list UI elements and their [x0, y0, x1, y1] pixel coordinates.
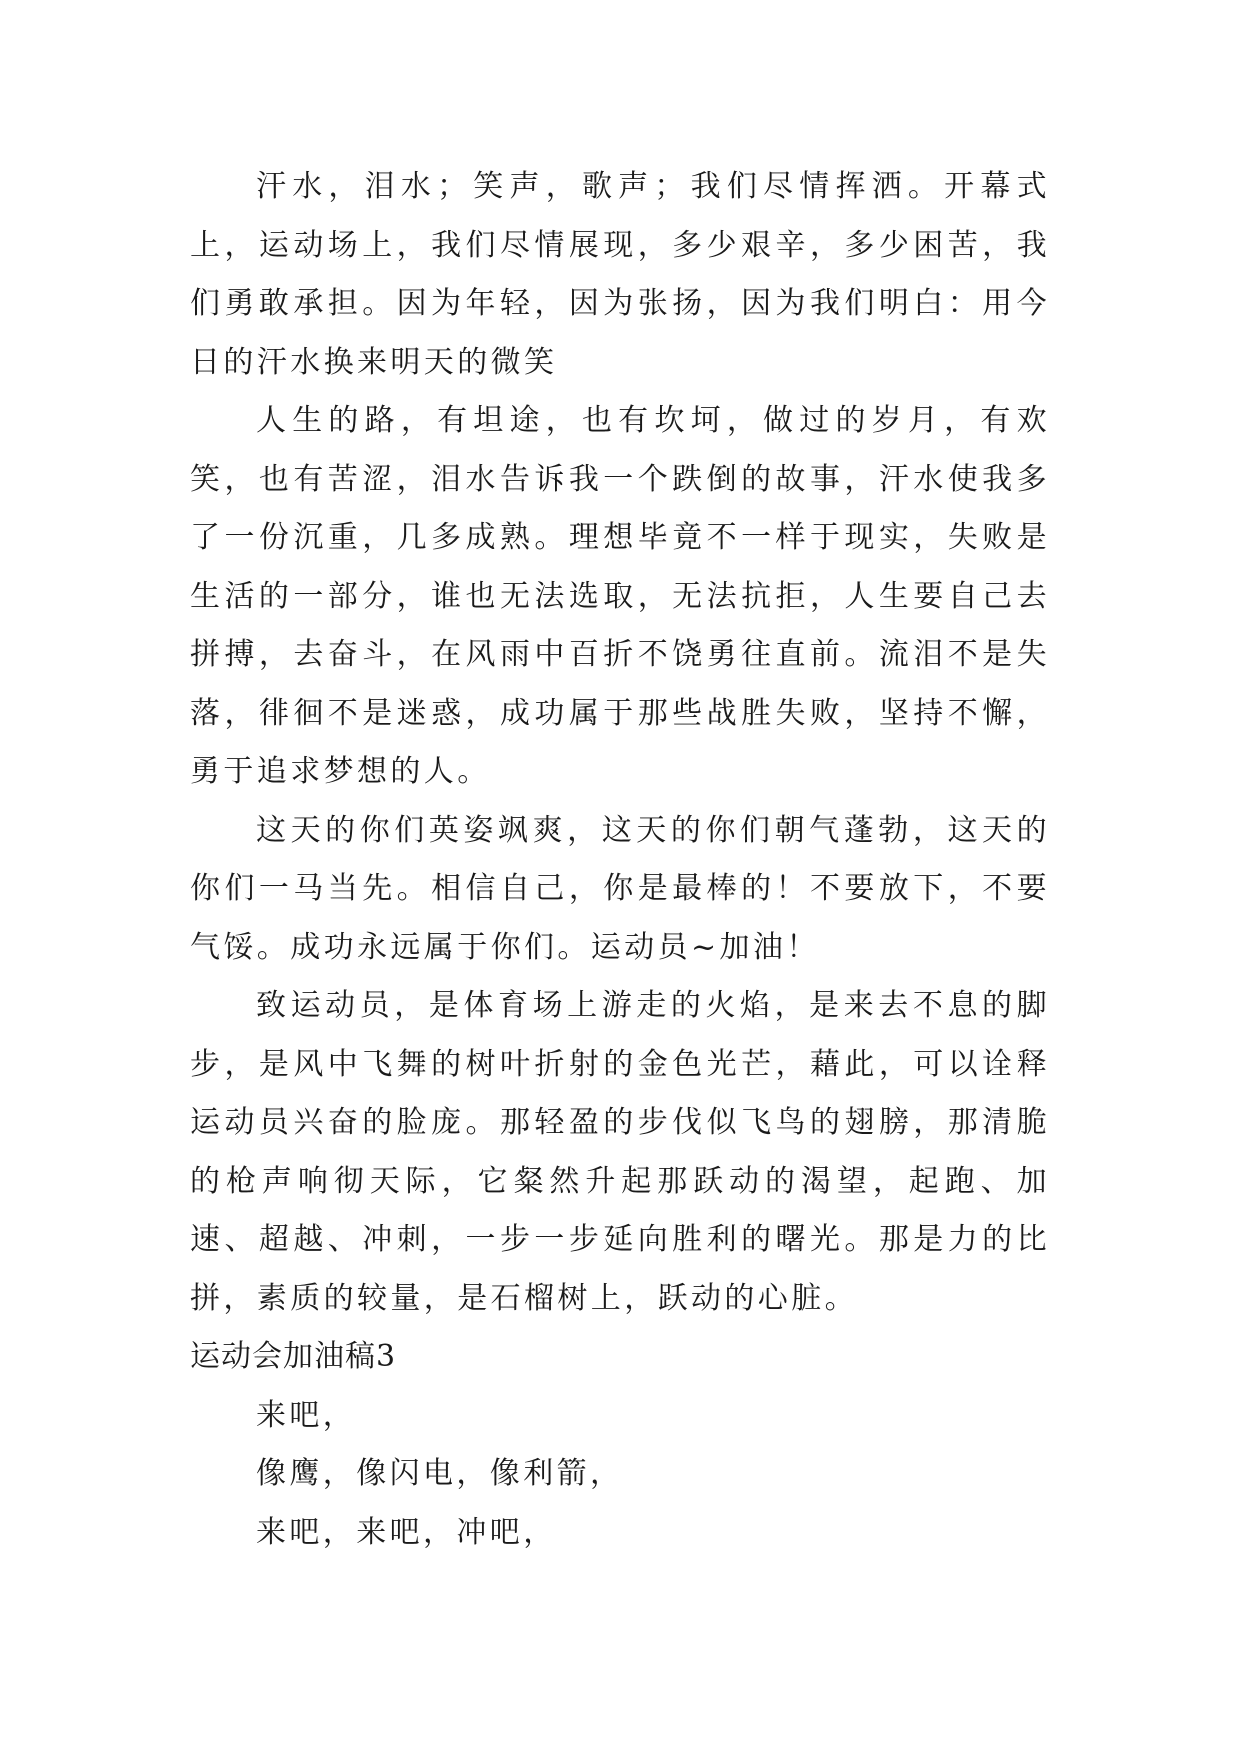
section-heading: 运动会加油稿3 [190, 1339, 397, 1374]
document-body [190, 158, 1050, 1562]
verse-line: 像鹰，像闪电，像利箭， [256, 1456, 624, 1491]
verse-line: 来吧， [256, 1397, 357, 1433]
verse-line: 来吧，来吧，冲吧， [256, 1514, 557, 1550]
paragraph-to-athletes: 致运动员，是体育场上游走的火焰，是来去不息的脚步，是风中飞舞的树叶折射的金色光芒，藉此，可以诠释运动员兴奋的脸庞。那轻盈的步伐似飞鸟的翅膀，那清脆的枪声响彻天际，它粲然升起那跃动的渴望，起跑、加速、超越、冲刺，一步一步延向胜利的曙光。那是力的比拼，素质的较量，是石榴树上，跃动的心脏。 [190, 988, 1050, 1316]
paragraph-road-of-life: 人生的路，有坦途，也有坎坷，做过的岁月，有欢笑，也有苦涩，泪水告诉我一个跌倒的故事，汗水使我多了一份沉重，几多成熟。理想毕竟不一样于现实，失败是生活的一部分，谁也无法选取，无法抗拒，人生要自己去拼搏，去奋斗，在风雨中百折不饶勇往直前。流泪不是失落，徘徊不是迷惑，成功属于那些战胜失败，坚持不懈，勇于追求梦想的人。 [190, 403, 1050, 789]
paragraph-sweat-and-tears: 汗水，泪水；笑声，歌声；我们尽情挥洒。开幕式上，运动场上，我们尽情展现，多少艰辛，多少困苦，我们勇敢承担。因为年轻，因为张扬，因为我们明白：用今日的汗水换来明天的微笑 [190, 169, 1050, 380]
paragraph-cheer-athletes: 这天的你们英姿飒爽，这天的你们朝气蓬勃，这天的你们一马当先。相信自己，你是最棒的！不要放下，不要气馁。成功永远属于你们。运动员~加油！ [190, 812, 1050, 965]
